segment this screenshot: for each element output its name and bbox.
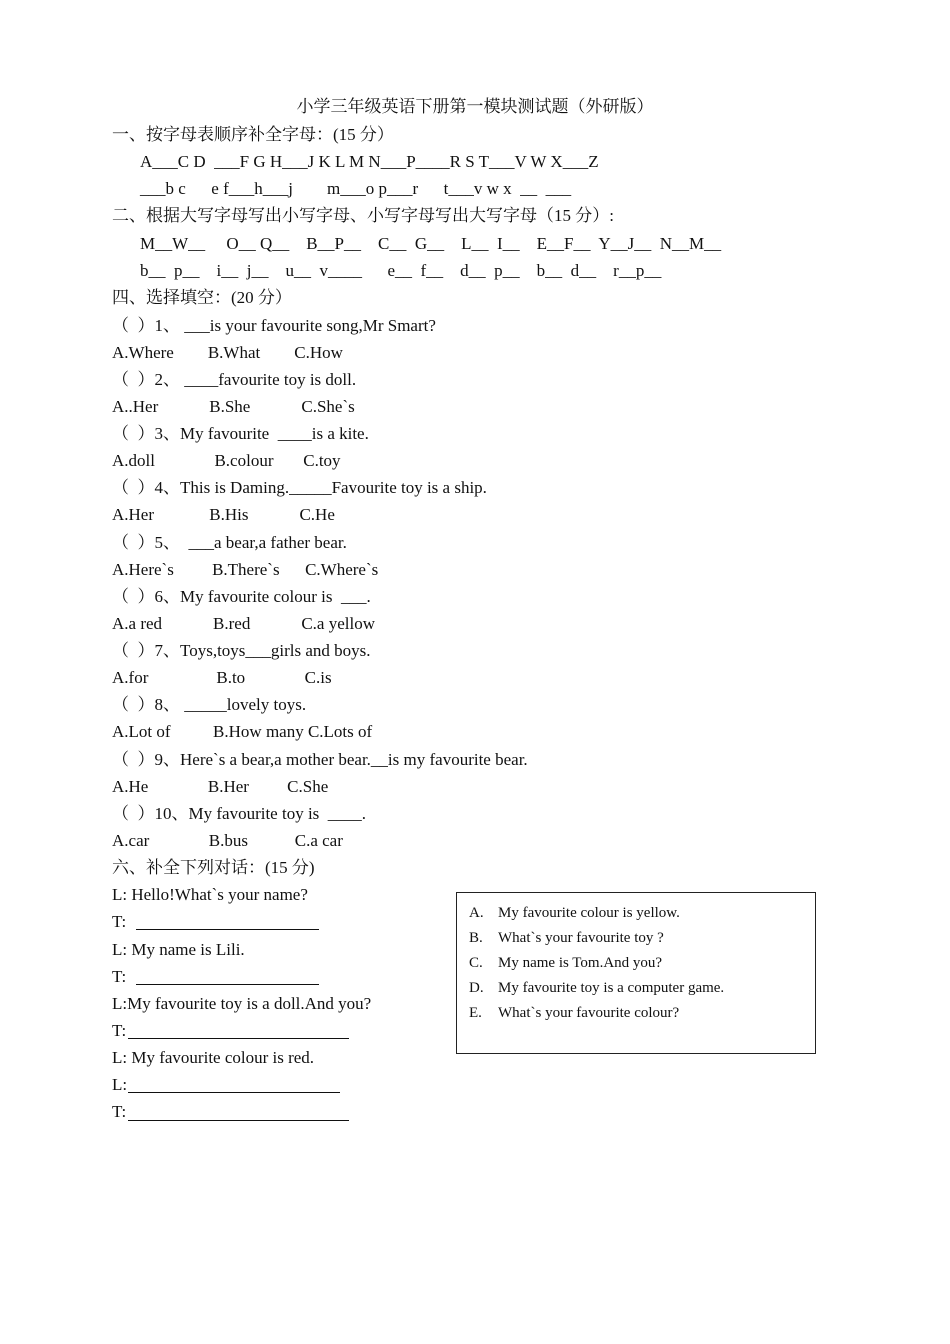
option-a: A. My favourite colour is yellow. (469, 905, 680, 921)
options-10: A.car B.bus C.a car (112, 831, 343, 850)
dialogue-blank-3[interactable] (128, 1038, 349, 1039)
question-4: （ ）4、This is Daming._____Favourite toy is a ship. (112, 478, 487, 497)
case-row-lower: b__ p__ i__ j__ u__ v____ e__ f__ d__ p__ b__ d__ r__p__ (140, 261, 662, 280)
options-4: A.Her B.His C.He (112, 505, 335, 524)
question-6: （ ）6、My favourite colour is ___. (112, 587, 371, 606)
dialogue-blank-5[interactable] (128, 1120, 349, 1121)
dialogue-line-2: T: (112, 912, 127, 931)
dialogue-line-3: L: My name is Lili. (112, 940, 245, 959)
option-e: E. What`s your favourite colour? (469, 1005, 680, 1021)
options-8: A.Lot of B.How many C.Lots of (112, 722, 373, 741)
case-row-upper: M__W__ O__ Q__ B__P__ C__ G__ L__ I__ E__F__ Y__J__ N__M__ (140, 234, 722, 253)
section6-heading: 六、补全下列对话：(15 分) (112, 858, 315, 877)
question-1: （ ）1、 ___is your favourite song,Mr Smart? (112, 316, 436, 335)
dialogue-line-5: L:My favourite toy is a doll.And you? (112, 994, 372, 1013)
question-8: （ ）8、 _____lovely toys. (112, 695, 307, 714)
dialogue-blank-1[interactable] (136, 929, 319, 930)
question-2: （ ）2、 ____favourite toy is doll. (112, 370, 357, 389)
dialogue-line-7: L: My favourite colour is red. (112, 1048, 315, 1067)
dialogue-line-1: L: Hello!What`s your name? (112, 885, 308, 904)
options-9: A.He B.Her C.She (112, 777, 329, 796)
dialogue-line-9: T: (112, 1102, 127, 1121)
question-10: （ ）10、My favourite toy is ____. (112, 804, 367, 823)
option-d: D. My favourite toy is a computer game. (469, 980, 725, 996)
question-9: （ ）9、Here`s a bear,a mother bear.__is my favourite bear. (112, 750, 528, 769)
question-5: （ ）5、 ___a bear,a father bear. (112, 533, 347, 552)
question-3: （ ）3、My favourite ____is a kite. (112, 424, 369, 443)
section4-heading: 四、选择填空：(20 分） (112, 288, 292, 307)
dialogue-blank-4[interactable] (128, 1092, 340, 1093)
option-b: B. What`s your favourite toy ? (469, 930, 664, 946)
dialogue-options-box (456, 892, 816, 1054)
dialogue-blank-2[interactable] (136, 984, 319, 985)
dialogue-line-8: L: (112, 1075, 128, 1094)
options-1: A.Where B.What C.How (112, 343, 343, 362)
section1-heading: 一、按字母表顺序补全字母：(15 分） (112, 125, 394, 144)
alphabet-row-lower: ___b c e f___h___j m___o p___r t___v w x __ ___ (140, 179, 572, 198)
section2-heading: 二、根据大写字母写出小写字母、小写字母写出大写字母（15 分）: (112, 206, 614, 225)
options-7: A.for B.to C.is (112, 668, 332, 687)
question-7: （ ）7、Toys,toys___girls and boys. (112, 641, 371, 660)
page-title: 小学三年级英语下册第一模块测试题（外研版） (296, 97, 654, 116)
dialogue-line-6: T: (112, 1021, 127, 1040)
options-5: A.Here`s B.There`s C.Where`s (112, 560, 379, 579)
options-2: A..Her B.She C.She`s (112, 397, 355, 416)
options-3: A.doll B.colour C.toy (112, 451, 341, 470)
dialogue-line-4: T: (112, 967, 127, 986)
alphabet-row-upper: A___C D ___F G H___J K L M N___P____R S T___V W X___Z (140, 152, 599, 171)
options-6: A.a red B.red C.a yellow (112, 614, 375, 633)
option-c: C. My name is Tom.And you? (469, 955, 663, 971)
